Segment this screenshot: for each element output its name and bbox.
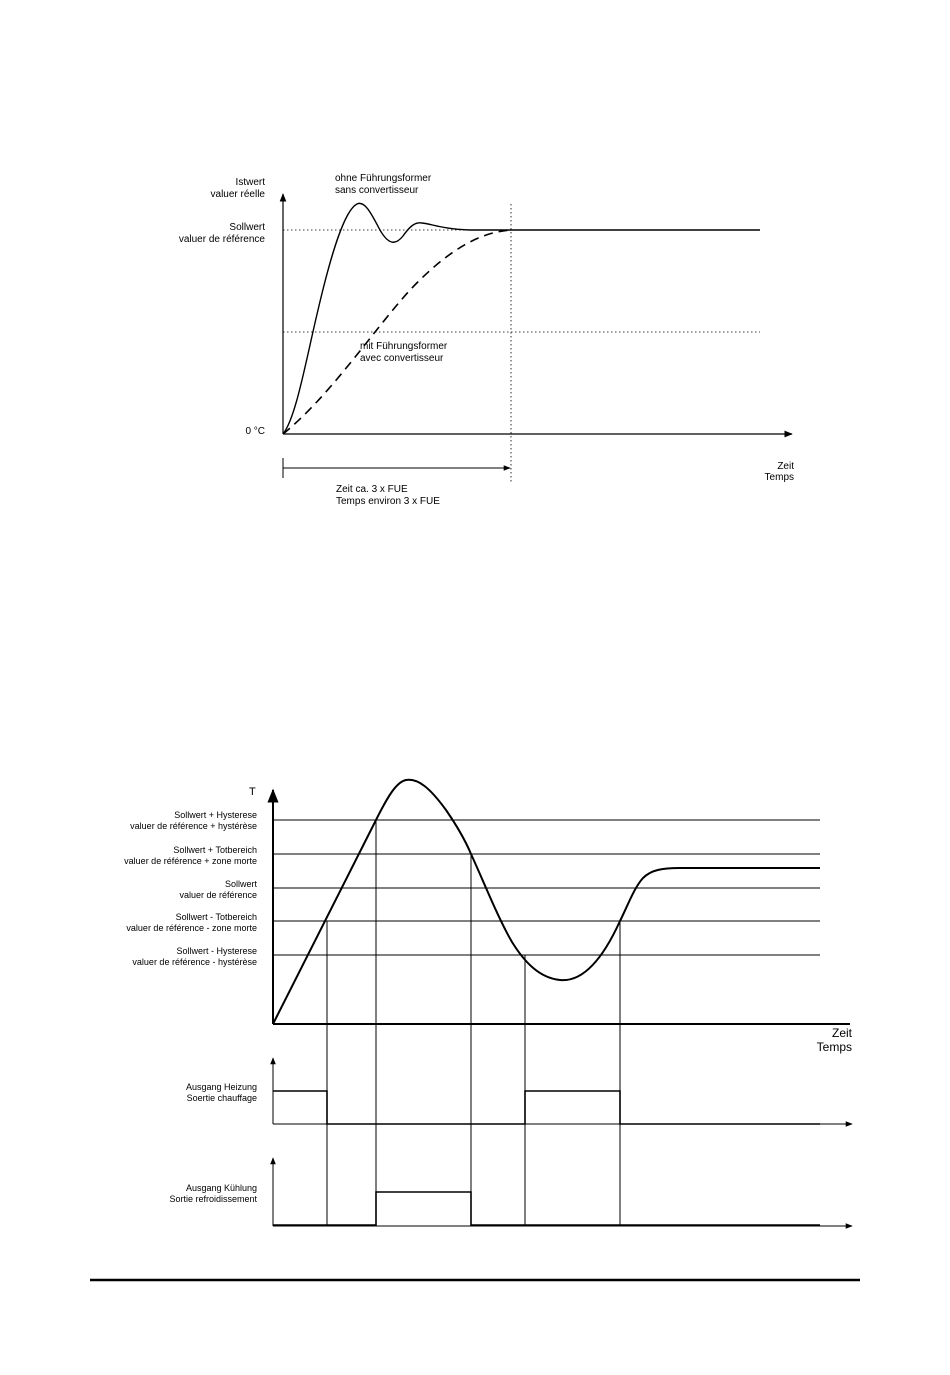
d2-cooling-label-fr: Sortie refroidissement	[169, 1194, 257, 1204]
d2-level-label-dead-minus-fr: valuer de référence - zone morte	[126, 923, 257, 933]
switching-diagram	[124, 780, 852, 1226]
d1-curve-with-label-de: mit Führungsformer	[360, 341, 448, 352]
d2-temperature-curve	[273, 780, 820, 1024]
d2-x-label-de: Zeit	[831, 1026, 852, 1040]
d1-setpoint-label-fr: valuer de référence	[178, 234, 265, 245]
d1-curve-without-shaper	[283, 203, 760, 434]
d1-duration-label-fr: Temps environ 3 x FUE	[336, 496, 440, 507]
controller-response-diagram	[179, 173, 794, 507]
d2-cooling-label-de: Ausgang Kühlung	[185, 1183, 257, 1193]
d1-x-label-fr: Temps	[764, 472, 794, 483]
d2-level-label-hyst-plus-de: Sollwert + Hysterese	[174, 810, 257, 820]
d1-setpoint-label-de: Sollwert	[229, 222, 265, 233]
d2-level-label-dead-minus-de: Sollwert - Totbereich	[175, 912, 257, 922]
d1-curve-with-shaper	[283, 230, 511, 434]
d1-zero-label: 0 °C	[245, 426, 265, 437]
d1-x-label-de: Zeit	[777, 461, 794, 472]
d2-level-label-dead-plus-fr: valuer de référence + zone morte	[124, 856, 257, 866]
d2-level-label-hyst-plus-fr: valuer de référence + hystérèse	[130, 821, 257, 831]
d1-curve-with-label-fr: avec convertisseur	[360, 353, 444, 364]
d2-x-label-fr: Temps	[816, 1040, 852, 1054]
d2-level-label-setpoint-de: Sollwert	[224, 879, 257, 889]
d2-level-label-setpoint-fr: valuer de référence	[179, 890, 257, 900]
d2-level-label-hyst-minus-fr: valuer de référence - hystérèse	[132, 957, 257, 967]
d1-curve-without-label-de: ohne Führungsformer	[335, 173, 432, 184]
d1-y-label-fr: valuer réelle	[210, 189, 265, 200]
d2-heating-signal	[273, 1091, 820, 1124]
d2-y-label: T	[249, 786, 256, 798]
d1-duration-label-de: Zeit ca. 3 x FUE	[336, 484, 408, 495]
d2-heating-label-fr: Soertie chauffage	[186, 1093, 257, 1103]
d2-cooling-signal	[273, 1192, 820, 1225]
d2-level-label-hyst-minus-de: Sollwert - Hysterese	[176, 946, 257, 956]
d2-level-label-dead-plus-de: Sollwert + Totbereich	[173, 845, 257, 855]
d1-curve-without-label-fr: sans convertisseur	[335, 185, 419, 196]
d2-heating-label-de: Ausgang Heizung	[185, 1082, 257, 1092]
d1-y-label-de: Istwert	[235, 177, 265, 188]
